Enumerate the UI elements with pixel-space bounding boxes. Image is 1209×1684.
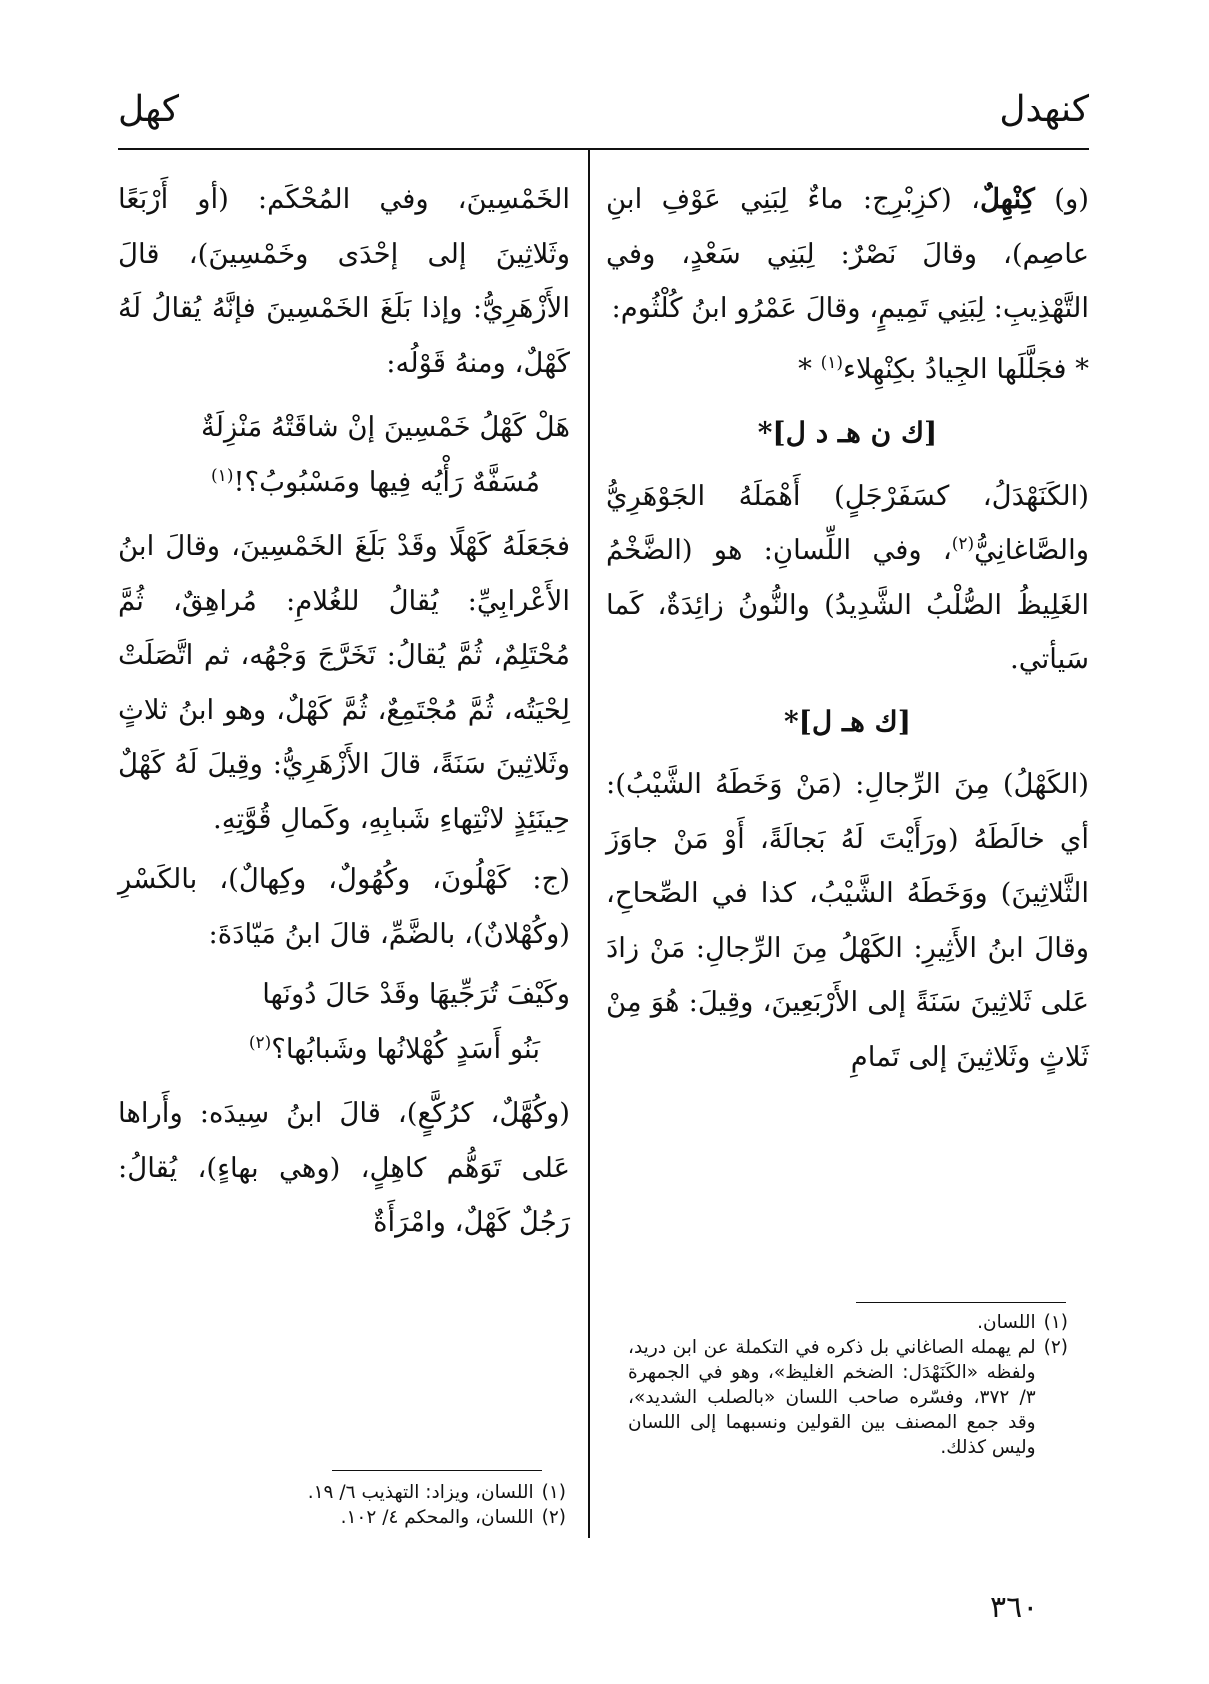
footnote — [628, 1335, 1068, 1460]
footnote — [628, 1310, 1068, 1335]
column-divider — [588, 150, 590, 1538]
footnote-ref: (١) — [820, 352, 844, 373]
paragraph-text: ، وفي اللِّسانِ: هو (الضَّخْمُ الغَلِيظُ الصُّلْبُ الشَّدِيدُ) والنُّونُ زائِدَةٌ، كَما سَيأتي. — [606, 534, 1089, 675]
verse-hemistich-line — [249, 1022, 570, 1077]
entry-paragraph: (ج: كَهْلُونَ، وكُهُولٌ، وكِهالٌ)، بالكَسْرِ (وكُهْلانٌ)، بالضَّمِّ، قالَ ابنُ مَيّادَةَ: — [118, 863, 570, 950]
left-column — [118, 172, 570, 1250]
page-number: ٣٦٠ — [990, 1590, 1039, 1625]
entry-heading: [ك هـ ل]* — [783, 704, 912, 738]
verse-text: * فجَلَّلَها الجِيادُ بكِنْهِلاء — [843, 352, 1089, 385]
footnote-rule — [332, 1470, 542, 1471]
footnote-text: اللسان، والمحكم ٤/ ١٠٢. — [340, 1507, 534, 1528]
right-column — [606, 172, 1089, 1084]
verse-hemistich: مُسَفَّهٌ رَأْيُه فِيها ومَسْبُوبُ؟! — [233, 465, 540, 498]
verse — [606, 342, 1089, 397]
footnote — [230, 1505, 566, 1530]
footnotes-left — [230, 1480, 566, 1530]
entry-paragraph: (الكَهْلُ) مِنَ الرِّجالِ: (مَنْ وَخَطَهُ الشَّيْبُ): أي خالَطَهُ (ورَأَيْتَ لَهُ بَجالَةً، أَوْ مَنْ جاوَزَ الثَّلاثِينَ) ووَخَطَهُ الشَّيْبُ، كذا في الصِّحاحِ، وقالَ ابنُ الأَثِيرِ: الكَهْلُ مِنَ الرِّجالِ: مَنْ زادَ عَلى ثَلاثِينَ سَنَةً إلى الأَرْبَعِينَ، وقِيلَ: هُوَ مِنْ ثَلاثٍ وثَلاثِينَ إلى تَمامِ — [606, 768, 1089, 1073]
footnote-number: (٢) — [541, 1507, 566, 1528]
verse-hemistich: هَلْ كَهْلُ خَمْسِينَ إنْ شاقَتْهُ مَنْزِلَةٌ — [200, 411, 570, 443]
page-header — [118, 82, 1089, 150]
footnotes-right — [628, 1310, 1068, 1460]
footnote-number: (١) — [1043, 1312, 1068, 1333]
footnote-text: اللسان، ويزاد: التهذيب ٦/ ١٩. — [307, 1482, 534, 1503]
paragraph-prefix: (و) — [1034, 183, 1089, 215]
footnote-text: اللسان. — [977, 1312, 1036, 1333]
paragraph-text: ، (كزِبْرِج: ماءٌ لِبَنِي عَوْفِ ابنِ عاصِم)، وقالَ نَصْرٌ: لِبَنِي سَعْدٍ، وفي التَّهْذِيبِ: لِبَنِي تَمِيمٍ، وقالَ عَمْرُو ابنُ كُلْثُوم: — [606, 183, 1089, 324]
verse-hemistich-line — [211, 455, 570, 510]
footnote — [230, 1480, 566, 1505]
entry-paragraph: فجَعَلَهُ كَهْلًا وقَدْ بَلَغَ الخَمْسِينَ، وقالَ ابنُ الأَعْرابِيِّ: يُقالُ للغُلامِ: مُراهِقٌ، ثُمَّ مُحْتَلِمٌ، ثُمَّ يُقالُ: تَخَرَّجَ وَجْهُه، ثم اتَّصَلَتْ لِحْيَتُه، ثُمَّ مُجْتَمِعٌ، ثُمَّ كَهْلٌ، وهو ابنُ ثلاثٍ وثَلاثِينَ سَنَةً، قالَ الأَزْهَرِيُّ: وقِيلَ لَهُ كَهْلٌ حِينَئِذٍ لانْتِهاءِ شَبابِهِ، وكَمالِ قُوَّتِهِ. — [118, 530, 570, 835]
header-right-word: كنهدل — [999, 89, 1089, 130]
footnote-number: (٢) — [1043, 1337, 1068, 1358]
headword: كِنْهِلٌ — [979, 183, 1035, 215]
entry-paragraph — [606, 469, 1089, 687]
footnote-ref: (١) — [211, 465, 234, 486]
footnote-ref: (٢) — [248, 1032, 272, 1053]
verse — [118, 967, 570, 1076]
footnote-ref: (٢) — [951, 533, 975, 554]
header-left-word: كهل — [118, 89, 179, 130]
verse — [118, 400, 570, 509]
verse-hemistich: بَنُو أَسَدٍ كُهْلانُها وشَبابُها؟ — [271, 1032, 540, 1065]
entry-heading: [ك ن هـ د ل]* — [757, 416, 938, 449]
entry-paragraph — [606, 172, 1089, 336]
verse-hemistich: وكَيْفَ تُرَجِّيهَا وقَدْ حَالَ دُونَها — [262, 978, 570, 1010]
entry-paragraph: الخَمْسِينَ، وفي المُحْكَم: (أو أَرْبَعًا وثَلاثِينَ إلى إحْدَى وخَمْسِينَ)، قالَ الأَزْهَرِيُّ: وإذا بَلَغَ الخَمْسِينَ فإنَّهُ يُقالُ لَهُ كَهْلٌ، ومنهُ قَوْلُه: — [118, 183, 570, 379]
footnote-number: (١) — [541, 1482, 566, 1503]
paragraph-text: (الكَنَهْدَلُ، كسَفَرْجَلٍ) أَهْمَلَهُ الجَوْهَرِيُّ والصَّاغانِيُّ — [606, 479, 1089, 566]
footnote-text: لم يهمله الصاغاني بل ذكره في التكملة عن ابن دريد، ولفظه «الكَنَهْدَل: الضخم الغليظ»، وهو في الجمهرة ٣/ ٣٧٢، وفسّره صاحب اللسان «بالصلب الشديد»، وقد جمع المصنف بين القولين ونسبهما إلى اللسان وليس كذلك. — [628, 1337, 1036, 1458]
verse-end: * — [798, 352, 821, 385]
footnote-rule — [856, 1302, 1066, 1303]
entry-paragraph: (وكُهَّلٌ، كرُكَّعٍ)، قالَ ابنُ سِيدَه: وأَراها عَلى تَوَهُّم كاهِلٍ، (وهي بهاءٍ)، يُقالُ: رَجُلٌ كَهْلٌ، وامْرَأَةٌ — [118, 1097, 570, 1238]
